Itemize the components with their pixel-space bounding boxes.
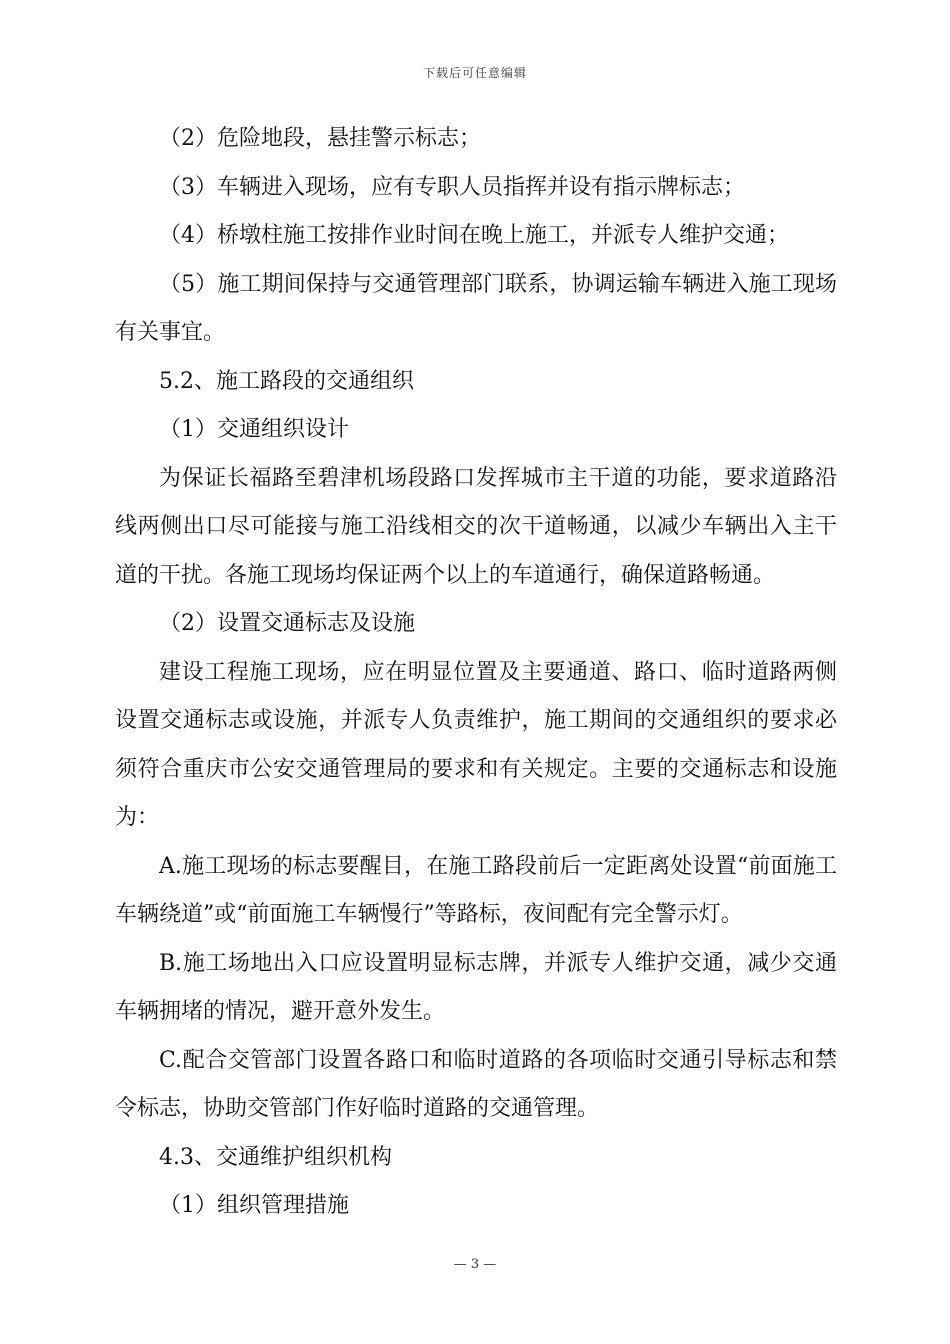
paragraph-item-3-vehicle-entry: （3）车辆进入现场，应有专职人员指挥并设有指示牌标志； [159,174,745,200]
paragraph-item-4-pier-night-work: （4）桥墩柱施工按排作业时间在晚上施工，并派专人维护交通； [159,223,789,248]
page-header: 下载后可任意编辑 [422,66,527,80]
section-heading-4-3: 4.3、交通维护组织机构 [159,1144,392,1170]
subheading-management-measures: （1）组织管理措施 [159,1193,349,1218]
paragraph-traffic-design: 为保证长福路至碧津机场段路口发挥城市主干道的功能，要求道路沿线两侧出口尽可能接与施工沿线相交的次干道畅通，以减少车辆出入主干道的干扰。各施工现场均保证两个以上的车道通行，确保道路畅通。 [115,465,837,588]
paragraph-item-2-hazard-sections: （2）危险地段，悬挂警示标志； [159,126,481,151]
section-heading-5-2: 5.2、施工路段的交通组织 [159,368,414,394]
paragraph-item-a: A.施工现场的标志要醒目，在施工路段前后一定距离处设置“前面施工车辆绕道”或“前面施工车辆慢行”等路标，夜间配有完全警示灯。 [115,853,837,927]
paragraph-item-b: B.施工场地出入口应设置明显标志牌，并派专人维护交通，减少交通车辆拥堵的情况，避开意外发生。 [115,950,837,1024]
document-body [115,115,837,1231]
paragraph-traffic-signs: 建设工程施工现场，应在明显位置及主要通道、路口、临时道路两侧设置交通标志或设施，并派专人负责维护，施工期间的交通组织的要求必须符合重庆市公安交通管理局的要求和有关规定。主要的交通标志和设施为： [115,659,837,830]
subheading-traffic-signs: （2）设置交通标志及设施 [159,611,415,636]
paragraph-item-5-traffic-liaison: （5）施工期间保持与交通管理部门联系，协调运输车辆进入施工现场有关事宜。 [115,271,837,345]
subheading-traffic-design: （1）交通组织设计 [159,417,349,442]
paragraph-item-c: C.配合交管部门设置各路口和临时道路的各项临时交通引导标志和禁令标志，协助交管部门作好临时道路的交通管理。 [115,1047,837,1121]
page-number: — 3 — [453,1257,497,1272]
